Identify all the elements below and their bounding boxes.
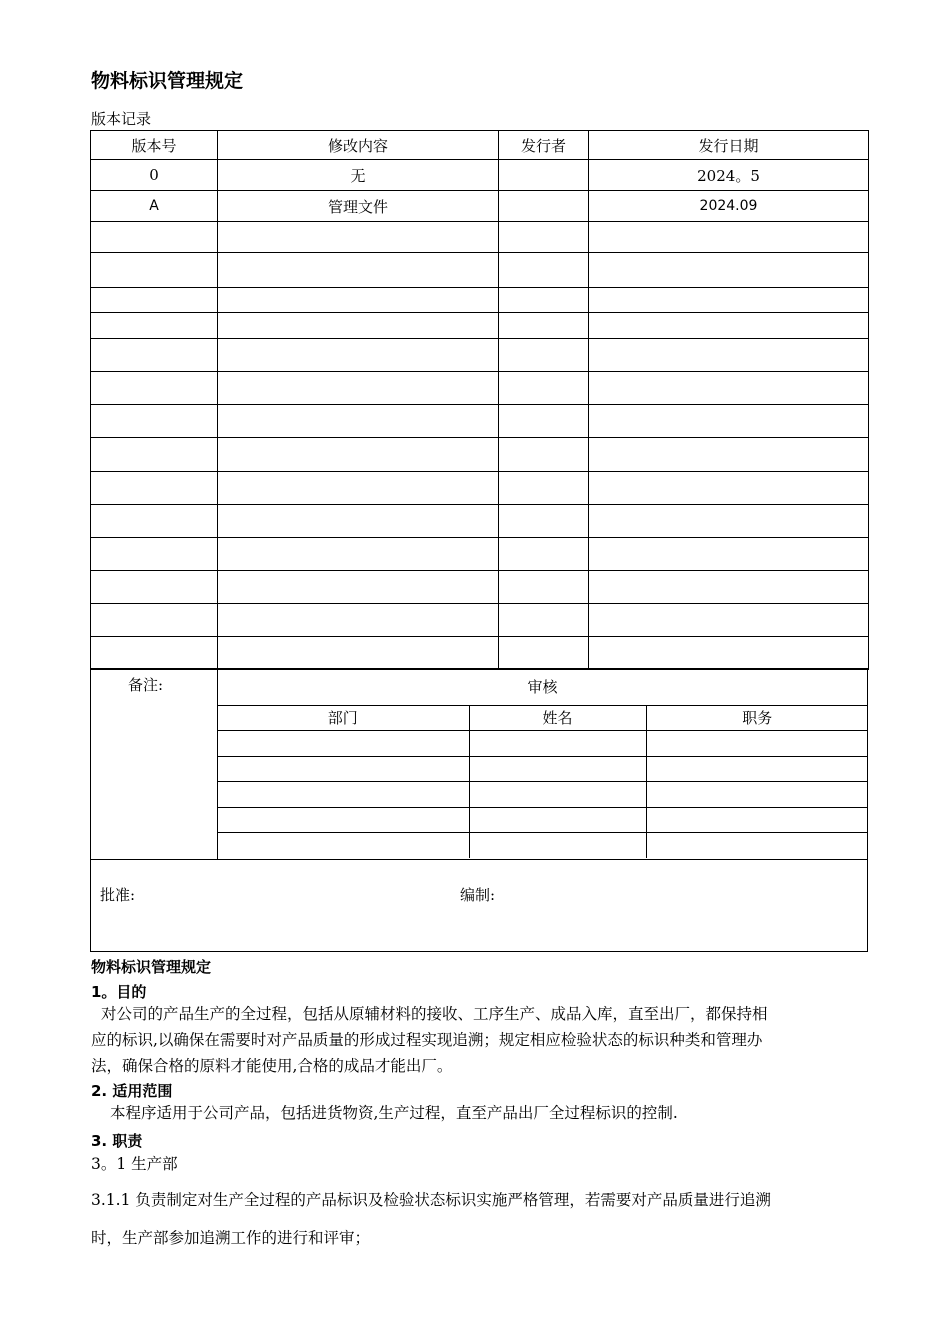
table-row bbox=[91, 372, 869, 405]
header-department: 部门 bbox=[217, 705, 469, 730]
header-position: 职务 bbox=[646, 705, 868, 730]
table-row bbox=[91, 191, 869, 222]
heading-purpose: 1。目的 bbox=[91, 983, 147, 1001]
purpose-text-line-1: 对公司的产品生产的全过程，包括从原辅材料的接收、工序生产、成品入库，直至出厂，都保持相 bbox=[101, 1005, 768, 1023]
table-row bbox=[91, 505, 869, 538]
purpose-text-line-2: 应的标识,以确保在需要时对产品质量的形成过程实现追溯；规定相应检验状态的标识种类和管理办 bbox=[91, 1031, 763, 1049]
table-row bbox=[91, 405, 869, 438]
heading-responsibilities: 3. 职责 bbox=[91, 1132, 143, 1150]
table-header-row bbox=[91, 131, 869, 160]
table-row bbox=[217, 756, 868, 781]
subheading-production-dept: 3。1 生产部 bbox=[91, 1155, 178, 1173]
header-issuer: 发行者 bbox=[499, 131, 589, 160]
version-cell: A bbox=[91, 191, 218, 222]
scope-text: 本程序适用于公司产品，包括进货物资,生产过程，直至产品出厂全过程标识的控制. bbox=[110, 1104, 678, 1122]
review-title-row bbox=[217, 668, 868, 705]
version-record-table bbox=[90, 130, 869, 670]
table-row bbox=[91, 472, 869, 505]
section-title: 物料标识管理规定 bbox=[91, 958, 212, 976]
approve-label: 批准: bbox=[100, 886, 136, 904]
table-row bbox=[217, 781, 868, 807]
review-header-row bbox=[217, 705, 868, 730]
date-cell: 2024.09 bbox=[589, 191, 869, 222]
date-cell: 2024。5 bbox=[589, 160, 869, 191]
version-cell: 0 bbox=[91, 160, 218, 191]
heading-scope: 2. 适用范围 bbox=[91, 1082, 173, 1100]
table-row bbox=[91, 438, 869, 472]
responsibility-text-line-1: 3.1.1 负责制定对生产全过程的产品标识及检验状态标识实施严格管理，若需要对产品质量进行追溯 bbox=[91, 1191, 771, 1209]
prepare-label: 编制: bbox=[460, 886, 496, 904]
review-title: 审核 bbox=[217, 668, 868, 705]
table-row bbox=[91, 339, 869, 372]
table-row bbox=[217, 832, 868, 858]
table-row bbox=[91, 253, 869, 288]
header-issue-date: 发行日期 bbox=[589, 131, 869, 160]
table-row bbox=[91, 571, 869, 604]
table-row bbox=[91, 604, 869, 637]
table-row bbox=[91, 313, 869, 339]
table-row bbox=[91, 160, 869, 191]
content-cell: 无 bbox=[218, 160, 499, 191]
issuer-cell bbox=[499, 160, 589, 191]
issuer-cell bbox=[499, 191, 589, 222]
content-cell: 管理文件 bbox=[218, 191, 499, 222]
header-name: 姓名 bbox=[469, 705, 646, 730]
header-change-content: 修改内容 bbox=[218, 131, 499, 160]
review-table bbox=[217, 668, 868, 858]
table-row bbox=[91, 222, 869, 253]
divider bbox=[90, 859, 868, 860]
responsibility-text-line-2: 时，生产部参加追溯工作的进行和评审； bbox=[91, 1229, 371, 1247]
table-row bbox=[91, 288, 869, 313]
table-row bbox=[91, 538, 869, 571]
table-row bbox=[217, 730, 868, 756]
purpose-text-line-3: 法，确保合格的原料才能使用,合格的成品才能出厂。 bbox=[91, 1057, 453, 1075]
document-title: 物料标识管理规定 bbox=[91, 70, 244, 92]
table-row bbox=[217, 807, 868, 832]
table-row bbox=[91, 637, 869, 670]
version-record-caption: 版本记录 bbox=[91, 110, 152, 128]
header-version-no: 版本号 bbox=[91, 131, 218, 160]
remarks-label: 备注: bbox=[128, 676, 164, 694]
